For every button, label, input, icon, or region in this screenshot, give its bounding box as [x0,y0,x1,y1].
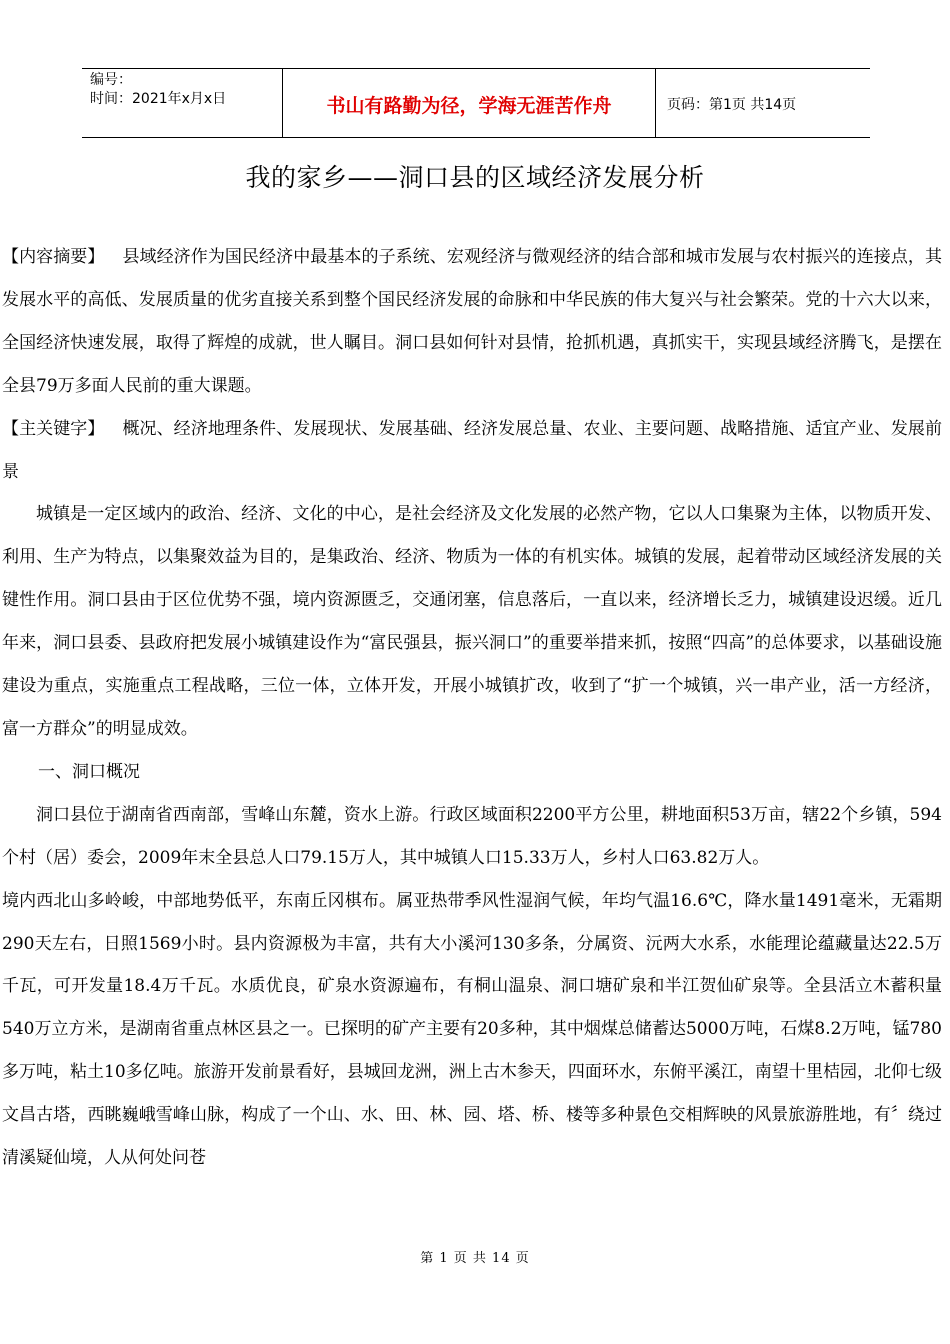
header-page-info: 页码：第1页 共14页 [667,97,797,113]
keywords-paragraph [2,408,942,494]
document-number-label: 编号： [90,72,132,88]
abstract-paragraph [2,236,942,408]
geography-paragraph: 境内西北山多岭峻，中部地势低平，东南丘冈棋布。属亚热带季风性湿润气候，年均气温16.6℃，降水量1491毫米，无霜期290天左右，日照1569小时。县内资源极为丰富，共有大小溪河130多条，分属资、沅两大水系，水能理论蕴藏量达22.5万千瓦，可开发量18.4万千瓦。水质优良，矿泉水资源遍布，有桐山温泉、洞口塘矿泉和半江贺仙矿泉等。全县活立木蓄积量540万立方米，是湖南省重点林区县之一。已探明的矿产主要有20多种，其中烟煤总储蓄达5000万吨，石煤8.2万吨，锰780多万吨，粘土10多亿吨。旅游开发前景看好，县城回龙洲，洲上古木参天，四面环水，东俯平溪江，南望十里桔园，北仰七级文昌古塔，西眺巍峨雪峰山脉，构成了一个山、水、田、林、园、塔、桥、楼等多种景色交相辉映的风景旅游胜地，有〞绕过清溪疑仙境，人从何处问苍 [2,890,942,1169]
keywords-label: 【主关键字】 [2,418,105,439]
keywords-text: 概况、经济地理条件、发展现状、发展基础、经济发展总量、农业、主要问题、战略措施、适宜产业、发展前景 [2,418,942,482]
header-meta-cell [82,69,283,137]
document-header-table [82,68,870,138]
abstract-text: 县域经济作为国民经济中最基本的子系统、宏观经济与微观经济的结合部和城市发展与农村振兴的连接点，其发展水平的高低、发展质量的优劣直接关系到整个国民经济发展的命脉和中华民族的伟大复兴与社会繁荣。党的十六大以来，全国经济快速发展，取得了辉煌的成就，世人瞩目。洞口县如何针对县情，抢抓机遇，真抓实干，实现县域经济腾飞，是摆在全县79万多面人民前的重大课题。 [2,247,942,396]
section-heading: 一、洞口概况 [38,761,140,782]
location-paragraph: 洞口县位于湖南省西南部，雪峰山东麓，资水上游。行政区域面积2200平方公里，耕地面积53万亩，辖22个乡镇，594个村（居）委会，2009年末全县总人口79.15万人，其中城镇人口15.33万人，乡村人口63.82万人。 [2,804,942,868]
page-footer: 第 1 页 共 14 页 [420,1251,530,1266]
header-page-cell [656,69,870,137]
header-motto-cell [283,69,656,137]
abstract-label: 【内容摘要】 [2,247,105,267]
document-body [2,236,942,1180]
intro-paragraph: 城镇是一定区域内的政治、经济、文化的中心，是社会经济及文化发展的必然产物，它以人口集聚为主体，以物质开发、利用、生产为特点，以集聚效益为目的，是集政治、经济、物质为一体的有机实体。城镇的发展，起着带动区域经济发展的关键性作用。洞口县由于区位优势不强，境内资源匮乏，交通闭塞，信息落后，一直以来，经济增长乏力，城镇建设迟缓。近几年来，洞口县委、县政府把发展小城镇建设作为“富民强县，振兴洞口”的重要举措来抓，按照“四高”的总体要求，以基础设施建设为重点，实施重点工程战略，三位一体，立体开发，开展小城镇扩改，收到了“扩一个城镇，兴一串产业，活一方经济，富一方群众”的明显成效。 [2,504,942,739]
document-date: 时间：2021年x月x日 [90,91,227,107]
header-motto: 书山有路勤为径，学海无涯苦作舟 [326,94,612,117]
document-title: 我的家乡——洞口县的区域经济发展分析 [245,163,705,192]
